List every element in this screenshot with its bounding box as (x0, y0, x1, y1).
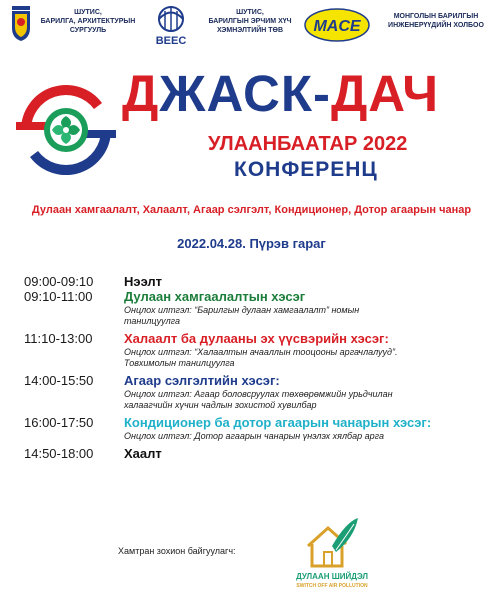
conference-type: КОНФЕРЕНЦ (234, 158, 378, 181)
schedule-item (24, 274, 494, 289)
header-logos (0, 0, 503, 50)
schedule-item (24, 373, 494, 411)
university-crest-icon (10, 6, 32, 42)
schedule-item (24, 331, 494, 369)
conference-title: ДЖАСК-ДАЧ (122, 65, 440, 122)
schedule-time: 16:00-17:50 (24, 415, 94, 430)
beec-logo-icon (146, 6, 196, 46)
schedule-time: 09:10-11:00 (24, 289, 93, 304)
schedule-session: Халаалт ба дулааны эх үүсвэрийн хэсэг: (124, 331, 389, 346)
org-name-engineers-union: МОНГОЛЫН БАРИЛГЫН ИНЖЕНЕРҮҮДИЙН ХОЛБОО (388, 13, 484, 29)
schedule-item (24, 415, 494, 442)
svg-text:BEEC: BEEC (155, 35, 187, 46)
schedule-time: 14:50-18:00 (24, 446, 94, 461)
schedule-time: 11:10-13:00 (24, 331, 93, 346)
schedule-note: Онцлох илтгэл: Дотор агаарын чанарын үнэлэх хялбар арга (124, 431, 384, 441)
schedule-time: 14:00-15:50 (24, 373, 94, 388)
schedule-session: Нээлт (124, 274, 163, 289)
org-name-energy-center: ШУТИС, БАРИЛГЫН ЭРЧИМ ХҮЧ ХЭМНЭЛТИЙН ТӨВ (208, 9, 292, 34)
schedule-note: Онцлох илтгэл: Агаар боловсруулах төхөөрөмжийн урьдчилан халаагчийн хүчин чадлын зохистой хувилбар (124, 389, 393, 410)
schedule-item (24, 289, 494, 327)
partner-tagline: SWITCH OFF AIR POLLUTION (296, 583, 368, 589)
schedule-session: Агаар сэлгэлтийн хэсэг: (124, 373, 280, 388)
org-name-school: ШУТИС, БАРИЛГА, АРХИТЕКТУРЫН СУРГУУЛЬ (40, 9, 136, 34)
mace-logo-icon (304, 8, 370, 42)
svg-text:MACE: MACE (313, 18, 361, 35)
conference-topics: Дулаан хамгаалалт, Халаалт, Агаар сэлгэлт, Кондиционер, Дотор агаарын чанар (31, 204, 472, 216)
schedule-note: Онцлох илтгэл: “Барилгын дулаан хамгаалалт” номын танилцуулга (124, 305, 360, 326)
schedule-session: Дулаан хамгаалалтын хэсэг (124, 289, 306, 304)
conference-logo-icon (16, 78, 116, 182)
conference-date: 2022.04.28. Пүрэв гараг (177, 236, 326, 251)
conference-city-year: УЛААНБААТАР 2022 (208, 133, 408, 155)
house-leaf-logo-icon (302, 516, 360, 570)
schedule-session: Хаалт (124, 446, 162, 461)
schedule-item (24, 446, 494, 461)
partner-name: ДУЛААН ШИЙДЭЛ (296, 572, 368, 581)
schedule (24, 274, 494, 461)
co-organizer-label: Хамтран зохион байгуулагч: (118, 546, 236, 556)
schedule-note: Онцлох илтгэл: “Халаалтын ачааллын тооцооны аргачлалууд”. Товхимолын танилцуулга (124, 347, 398, 368)
schedule-time: 09:00-09:10 (24, 274, 94, 289)
schedule-session: Кондиционер ба дотор агаарын чанарын хэсэг: (124, 415, 432, 430)
